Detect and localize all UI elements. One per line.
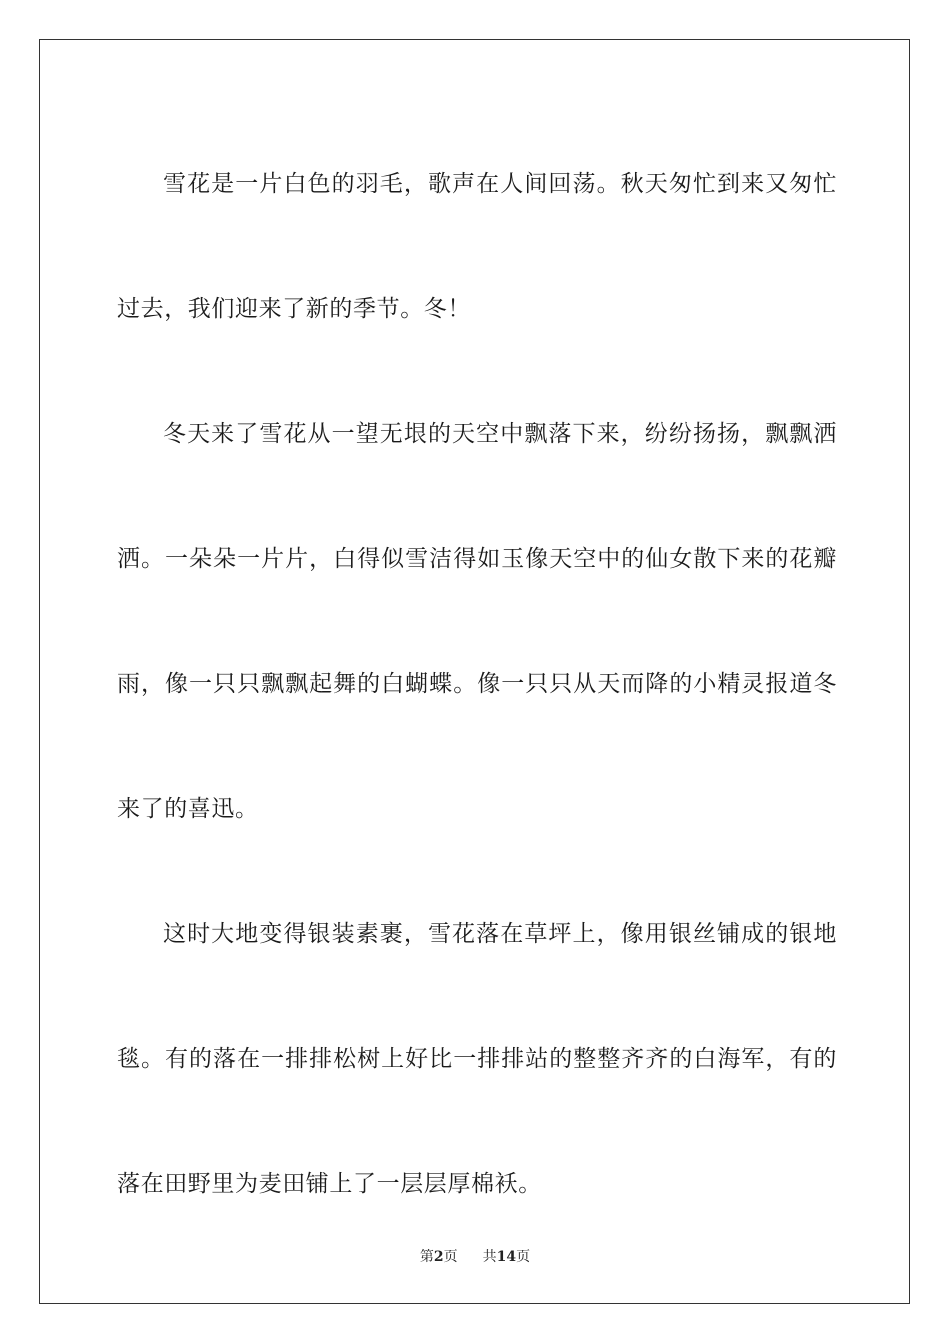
total-suffix: 页 (516, 1249, 531, 1265)
total-pages-number: 14 (496, 1249, 517, 1265)
page-suffix: 页 (443, 1249, 458, 1265)
paragraph-1: 雪花是一片白色的羽毛，歌声在人间回荡。秋天匆忙到来又匆忙过去，我们迎来了新的季节。冬！ (117, 171, 837, 322)
page-indicator (420, 1246, 458, 1266)
current-page-number: 2 (433, 1249, 444, 1265)
total-prefix: 共 (482, 1249, 497, 1265)
paragraph-2: 冬天来了雪花从一望无垠的天空中飘落下来，纷纷扬扬，飘飘洒洒。一朵朵一片片，白得似雪洁得如玉像天空中的仙女散下来的花瓣雨，像一只只飘飘起舞的白蝴蝶。像一只只从天而降的小精灵报道冬来了的喜迅。 (117, 421, 837, 822)
total-pages-indicator (483, 1246, 530, 1266)
page-footer (0, 1246, 950, 1266)
document-body (117, 122, 837, 1247)
page-prefix: 第 (419, 1249, 434, 1265)
paragraph-3: 这时大地变得银装素裹，雪花落在草坪上，像用银丝铺成的银地毯。有的落在一排排松树上好比一排排站的整整齐齐的白海军，有的落在田野里为麦田铺上了一层层厚棉袄。 (117, 921, 837, 1197)
